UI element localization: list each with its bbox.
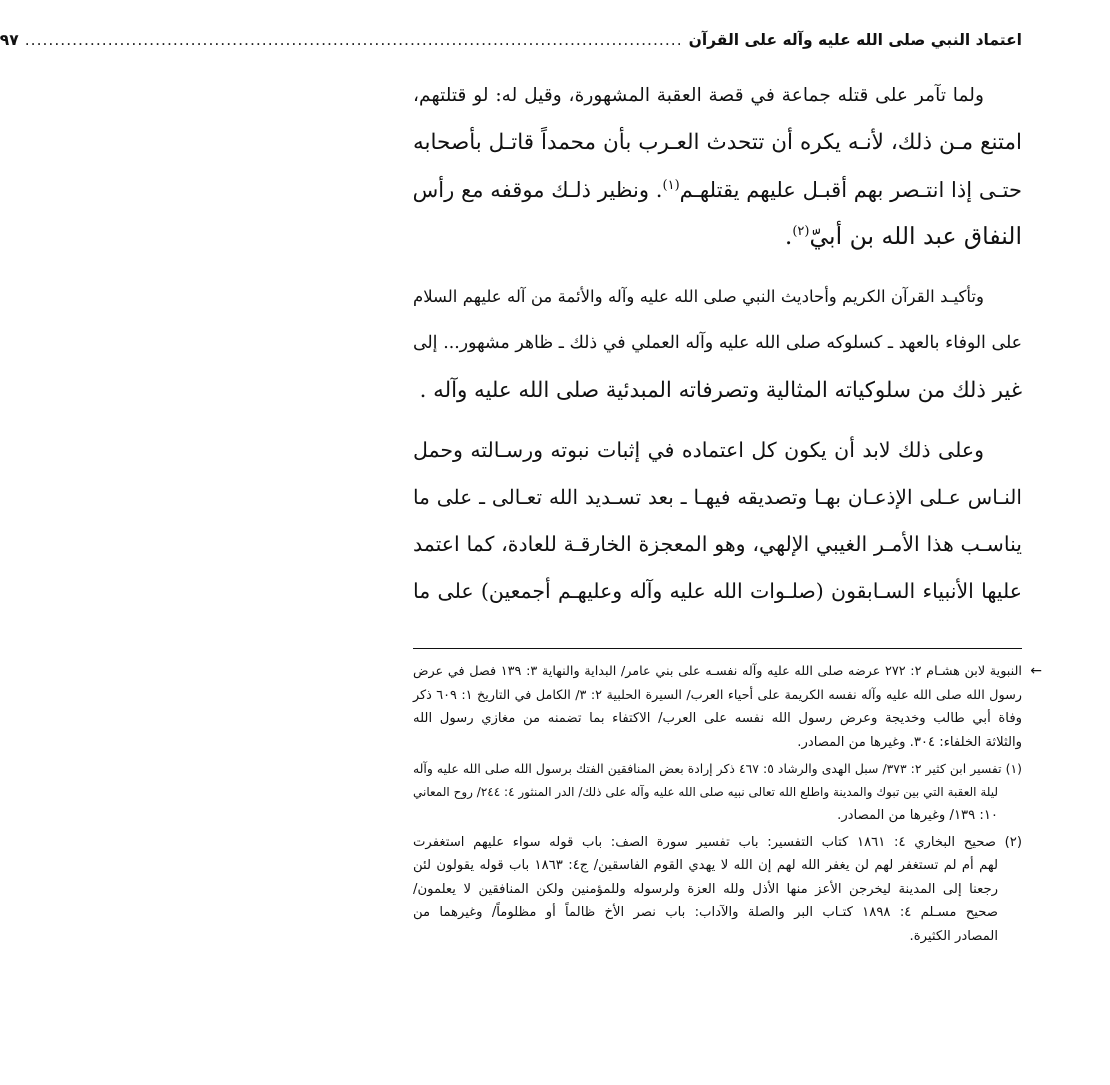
text-fragment: . ونظير ذلـك موقفه مع رأس [412,177,663,202]
text-line: ولما تآمر على قتله جماعة في قصة العقبة المشهورة، وقيل له: لو قتلتهم، [413,85,984,106]
text-line: النـاس عـلى الإذعـان بهـا وتصديقه فيهـا ـ بعد تسـديد الله تعـالى ـ على ما [413,485,1022,509]
footnote-continued [413,660,1042,754]
footnote-line: رجعنا إلى المدينة ليخرجن الأعز منها الأذل ولله العزة ولرسوله وللمؤمنين ولكن المنافقين لا يعلمون/ [413,881,998,897]
footnote-separator [413,648,1022,649]
footnote-1 [413,757,1022,828]
text-line: وعلى ذلك لابد أن يكون كل اعتماده في إثبات نبوته ورسـالته وحمل [413,438,984,462]
footnote-line: المصادر الكثيرة. [909,928,998,944]
text-fragment: . [784,222,793,250]
footnotes [413,660,1042,951]
footnote-2 [413,831,1022,949]
text-line: على الوفاء بالعهد ـ كسلوكه صلى الله عليه وآله العملي في ذلك ـ ظاهر مشهور... إلى [413,333,1022,353]
text-line: غير ذلك من سلوكياته المثالية وتصرفاته المبدئية صلى الله عليه وآله . [419,378,1022,403]
paragraph-1 [413,72,1022,260]
text-fragment: حتـى إذا انتـصر بهم أقبـل عليهم يقتلهـم [679,177,1022,202]
leader-dots: ............................................................................................................... [24,31,683,49]
footnote-line: والثلاثة الخلفاء: ٣٠٤. وغيرها من المصادر. [797,734,1022,750]
text-line: يناسـب هذا الأمـر الغيبي الإلهي، وهو المعجزة الخارقـة للعادة، كما اعتمد [413,532,1022,556]
text-line: وتأكيـد القرآن الكريم وأحاديث النبي صلى الله عليه وآله والأئمة من آله عليهم السلام [413,287,984,306]
footnote-text: تفسير ابن كثير ٢: ٣٧٣/ سبل الهدى والرشاد ٥: ٤٦٧ ذكر إرادة بعض المنافقين الفتك برسول الله صلى الله عليه وآله [413,761,1002,776]
text-line [413,166,1022,213]
paragraph-2 [413,273,1022,414]
footnote-ref-1[interactable]: (١) [662,177,680,193]
footnote-number: (٢) [1004,834,1022,850]
footnote-line: النبوية لابن هشـام ٢: ٢٧٢ عرضه صلى الله عليه وآله نفسـه على بني عامر/ البداية والنهاية ٣: ١٣٩ فصل في عرض [413,664,1022,679]
text-line: عليها الأنبياء السـابقون (صلـوات الله عليه وآله وعليهـم أجمعين) على ما [413,579,1022,603]
continuation-arrow-icon: ← [1030,663,1042,679]
footnote-line: ليلة العقبة التي بين تبوك والمدينة واطلع الله تعالى نبيه صلى الله عليه وآله على ذلك/ الدر المنثور ٤: ٢٤٤/ روح المعاني [413,784,999,799]
footnote-line: رسول الله صلى الله عليه وآله نفسه الكريمة على أحياء العرب/ السيرة الحلبية ٢: ٣/ الكامل في التاريخ ١: ٦٠٩ ذكر [413,687,1022,703]
footnote-text: صحيح البخاري ٤: ١٨٦١ كتاب التفسير: باب تفسير سورة الصف: باب قوله سواء عليهم استغفرت [413,834,996,850]
footnote-number: (١) [1005,761,1023,776]
page-number: ٩٧ [0,31,19,49]
text-line [413,213,1022,260]
footnote-ref-2[interactable]: (٢) [792,224,810,240]
footnote-line [413,757,1022,781]
text-line: امتنع مـن ذلك، لأنـه يكره أن تتحدث العـرب بأن محمداً قاتـل بأصحابه [413,130,1022,155]
footnote-line: وفاة أبي طالب وخديجة وعرض رسول الله نفسه على العرب/ الاكتفاء بما تضمنه من مغازي رسول الله [413,711,1022,726]
footnote-line: ١٠: ١٣٩/ وغيرها من المصادر. [837,808,998,823]
main-text [413,72,1022,615]
footnote-line: صحيح مسـلم ٤: ١٨٩٨ كتـاب البر والصلة والآداب: باب نصر الأخ ظالماً أو مظلوماً/ وغيرهما من [413,905,998,920]
footnote-line: لهم أم لم تستغفر لهم لن يغفر الله لهم إن الله لا يهدي القوم الفاسقين/ ج٤: ١٨٦٣ باب قوله يقولون لئن [413,858,998,873]
footnote-line [413,831,1022,855]
text-fragment: النفاق عبد الله بن أبيّ [809,222,1022,250]
paragraph-3 [413,427,1022,615]
running-header [0,31,1022,55]
running-title: اعتماد النبي صلى الله عليه وآله على القرآن [688,31,1022,49]
